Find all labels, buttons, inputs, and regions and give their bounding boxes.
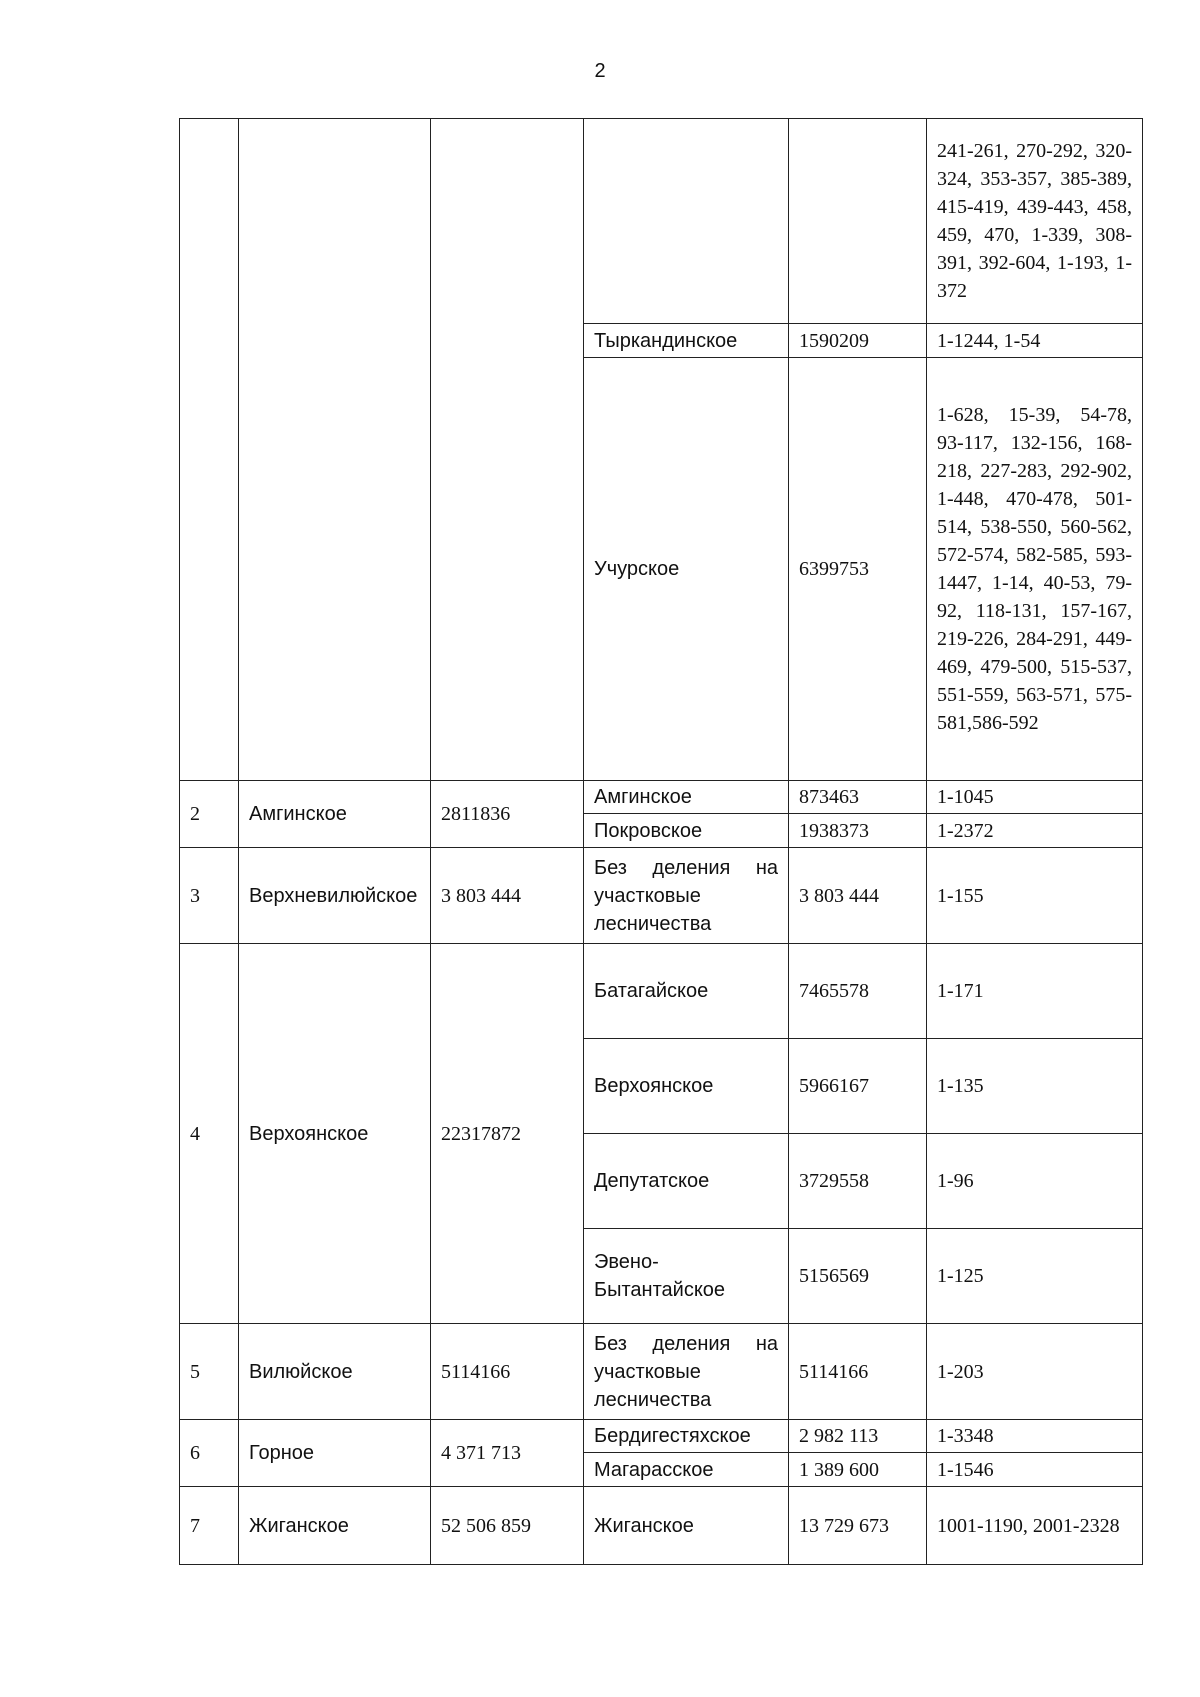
district-area-cell: 5966167 xyxy=(789,1039,927,1134)
quarters-cell: 1-1244, 1-54 xyxy=(927,324,1143,358)
table-row xyxy=(180,119,1143,324)
row-number-cell: 4 xyxy=(180,944,239,1324)
forestry-name-cell: Горное xyxy=(239,1420,431,1487)
forestry-area-cell xyxy=(431,119,584,781)
row-number-cell xyxy=(180,119,239,781)
forestry-name-cell: Жиганское xyxy=(239,1487,431,1565)
forestry-name-cell: Вилюйское xyxy=(239,1324,431,1420)
table-row xyxy=(180,781,1143,814)
quarters-cell: 1-2372 xyxy=(927,814,1143,848)
forestry-table xyxy=(179,118,1143,1565)
forestry-area-cell: 2811836 xyxy=(431,781,584,848)
quarters-cell: 1-171 xyxy=(927,944,1143,1039)
forestry-name-cell xyxy=(239,119,431,781)
row-number-cell: 3 xyxy=(180,848,239,944)
district-area-cell: 13 729 673 xyxy=(789,1487,927,1565)
district-name-cell: Покровское xyxy=(584,814,789,848)
district-area-cell: 5156569 xyxy=(789,1229,927,1324)
quarters-cell: 1001-1190, 2001-2328 xyxy=(927,1487,1143,1565)
district-name-cell: Батагайское xyxy=(584,944,789,1039)
forestry-name-cell: Амгинское xyxy=(239,781,431,848)
forestry-area-cell: 52 506 859 xyxy=(431,1487,584,1565)
table-row xyxy=(180,1420,1143,1453)
row-number-cell: 5 xyxy=(180,1324,239,1420)
district-area-cell: 1590209 xyxy=(789,324,927,358)
quarters-cell: 1-1546 xyxy=(927,1453,1143,1487)
district-name-cell: Бердигестяхское xyxy=(584,1420,789,1453)
page-number: 2 xyxy=(594,60,606,82)
quarters-cell: 1-155 xyxy=(927,848,1143,944)
quarters-cell: 241-261, 270-292, 320-324, 353-357, 385-389, 415-419, 439-443, 458, 459, 470, 1-339, 308-391, 392-604, 1-193, 1-372 xyxy=(927,119,1143,324)
district-name-cell: Амгинское xyxy=(584,781,789,814)
quarters-cell: 1-203 xyxy=(927,1324,1143,1420)
quarters-cell: 1-628, 15-39, 54-78, 93-117, 132-156, 168-218, 227-283, 292-902, 1-448, 470-478, 501-514, 538-550, 560-562, 572-574, 582-585, 593-1447, 1-14, 40-53, 79-92, 118-131, 157-167, 219-226, 284-291, 449-469, 479-500, 515-537, 551-559, 563-571, 575-581,586-592 xyxy=(927,358,1143,781)
quarters-cell: 1-1045 xyxy=(927,781,1143,814)
district-name-cell: Эвено-Бытантайское xyxy=(584,1229,789,1324)
row-number-cell: 6 xyxy=(180,1420,239,1487)
quarters-cell: 1-96 xyxy=(927,1134,1143,1229)
table-row xyxy=(180,944,1143,1039)
district-area-cell: 6399753 xyxy=(789,358,927,781)
forestry-name-cell: Верхневилюйское xyxy=(239,848,431,944)
district-area-cell: 1938373 xyxy=(789,814,927,848)
forestry-area-cell: 3 803 444 xyxy=(431,848,584,944)
district-area-cell xyxy=(789,119,927,324)
quarters-cell: 1-135 xyxy=(927,1039,1143,1134)
district-area-cell: 5114166 xyxy=(789,1324,927,1420)
table-row xyxy=(180,1487,1143,1565)
forestry-name-cell: Верхоянское xyxy=(239,944,431,1324)
district-name-cell: Жиганское xyxy=(584,1487,789,1565)
district-area-cell: 7465578 xyxy=(789,944,927,1039)
district-name-cell: Без деления на участковые лесничества xyxy=(584,848,789,944)
quarters-cell: 1-3348 xyxy=(927,1420,1143,1453)
district-name-cell: Тыркандинское xyxy=(584,324,789,358)
forestry-area-cell: 5114166 xyxy=(431,1324,584,1420)
table-row xyxy=(180,1324,1143,1420)
row-number-cell: 7 xyxy=(180,1487,239,1565)
district-area-cell: 2 982 113 xyxy=(789,1420,927,1453)
table-row xyxy=(180,848,1143,944)
district-name-cell: Депутатское xyxy=(584,1134,789,1229)
district-name-cell: Учурское xyxy=(584,358,789,781)
district-name-cell: Магарасское xyxy=(584,1453,789,1487)
row-number-cell: 2 xyxy=(180,781,239,848)
district-area-cell: 1 389 600 xyxy=(789,1453,927,1487)
district-area-cell: 3 803 444 xyxy=(789,848,927,944)
quarters-cell: 1-125 xyxy=(927,1229,1143,1324)
district-name-cell: Верхоянское xyxy=(584,1039,789,1134)
forestry-area-cell: 22317872 xyxy=(431,944,584,1324)
district-name-cell: Без деления на участковые лесничества xyxy=(584,1324,789,1420)
district-area-cell: 3729558 xyxy=(789,1134,927,1229)
forestry-area-cell: 4 371 713 xyxy=(431,1420,584,1487)
district-name-cell xyxy=(584,119,789,324)
district-area-cell: 873463 xyxy=(789,781,927,814)
